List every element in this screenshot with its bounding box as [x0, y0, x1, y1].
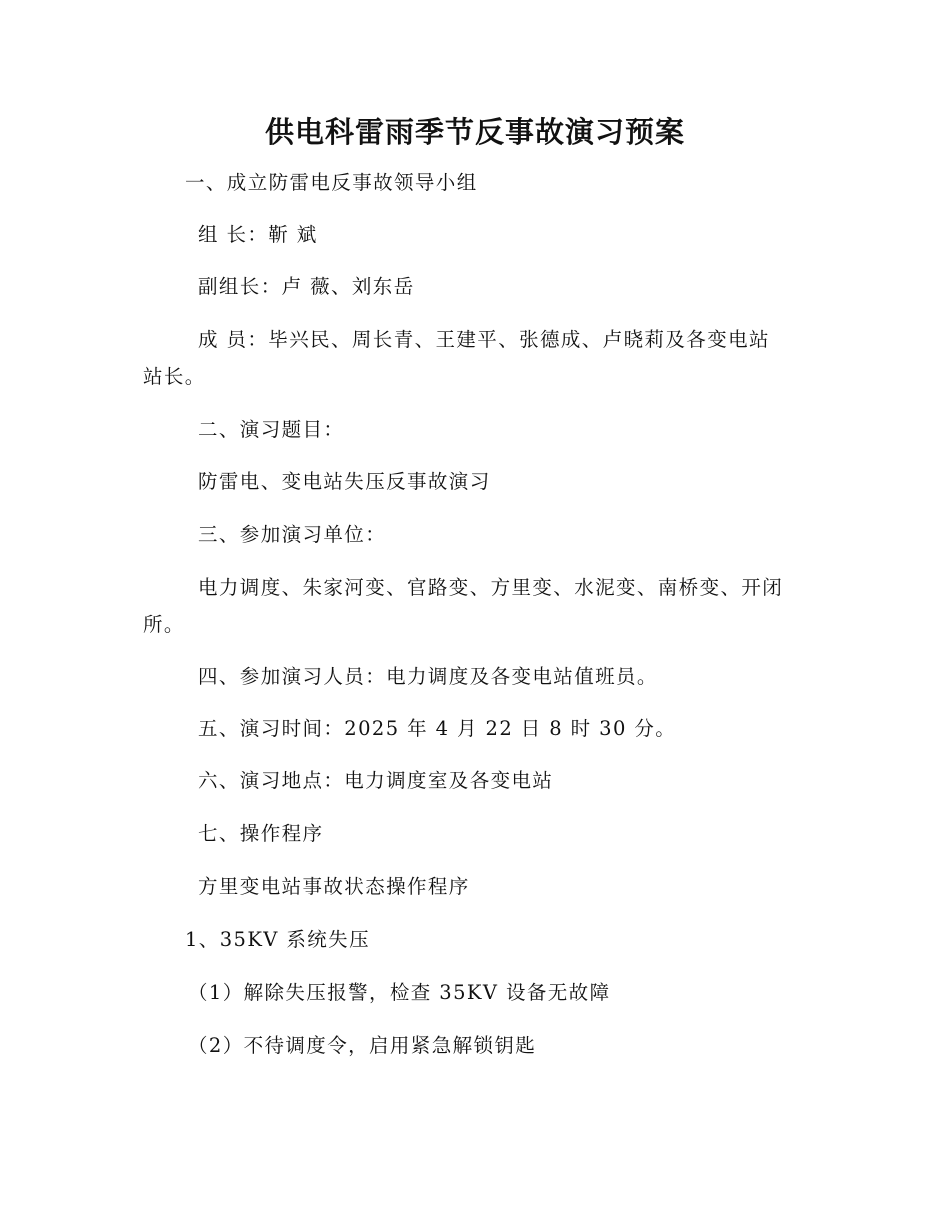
step-1-sub-1: （1）解除失压报警，检查 35KV 设备无故障	[188, 981, 611, 1004]
deputy-leader-line: 副组长：卢 薇、刘东岳	[198, 275, 415, 298]
participating-units-line-continued: 所。	[143, 613, 185, 636]
document-title: 供电科雷雨季节反事故演习预案	[264, 115, 685, 149]
section-7-heading: 七、操作程序	[198, 822, 324, 845]
fangli-procedure-heading: 方里变电站事故状态操作程序	[198, 875, 470, 898]
participating-units-line: 电力调度、朱家河变、官路变、方里变、水泥变、南桥变、开闭	[198, 576, 784, 599]
section-1-heading: 一、成立防雷电反事故领导小组	[185, 171, 478, 194]
drill-topic-line: 防雷电、变电站失压反事故演习	[198, 470, 491, 493]
section-5-line: 五、演习时间：2025 年 4 月 22 日 8 时 30 分。	[198, 717, 677, 740]
step-1-heading: 1、35KV 系统失压	[185, 928, 370, 951]
section-3-heading: 三、参加演习单位：	[198, 523, 387, 546]
section-2-heading: 二、演习题目：	[198, 418, 345, 441]
section-6-line: 六、演习地点：电力调度室及各变电站	[198, 769, 554, 792]
team-leader-line: 组 长：靳 斌	[198, 223, 318, 246]
section-4-line: 四、参加演习人员：电力调度及各变电站值班员。	[198, 665, 658, 688]
members-line-continued: 站长。	[143, 365, 206, 388]
step-1-sub-2: （2）不待调度令，启用紧急解锁钥匙	[188, 1034, 537, 1057]
members-line: 成 员：毕兴民、周长青、王建平、张德成、卢晓莉及各变电站	[198, 328, 770, 351]
